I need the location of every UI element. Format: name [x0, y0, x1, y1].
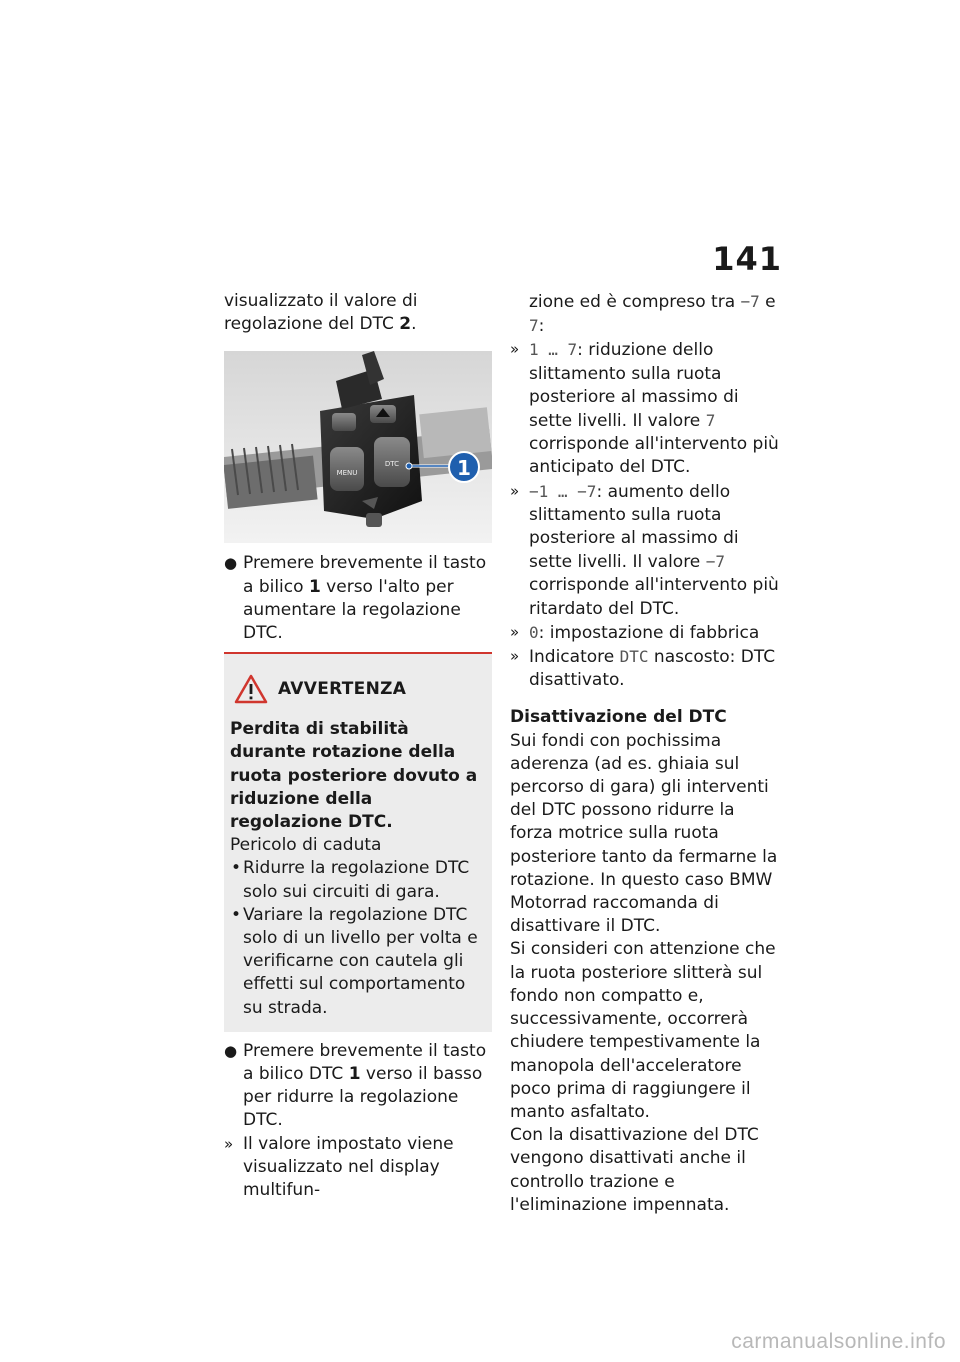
- result-range-positive: [510, 338, 782, 479]
- range-code: −7: [705, 552, 725, 572]
- intro-ref: 2: [399, 314, 412, 335]
- result-arrow-icon: »: [510, 340, 520, 359]
- watermark: carmanualsonline.info: [731, 1330, 946, 1353]
- page-number: 141: [712, 240, 782, 278]
- step-1: [224, 552, 492, 645]
- paragraph: Con la disattivazione del DTC vengono disattivati anche il controllo trazione e l'eliminazione impennata.: [510, 1125, 759, 1215]
- warning-heading: Perdita di stabilità durante rotazione della ruota posteriore dovuto a riduzione della regolazione DTC.: [230, 719, 478, 833]
- step-1-ref: 1: [308, 576, 321, 597]
- step-bullet-icon: ●: [224, 554, 238, 573]
- intro-end: .: [411, 314, 417, 335]
- result-indicator-hidden: [510, 645, 782, 692]
- result-arrow-icon: »: [510, 647, 520, 666]
- indicator-text-a: Indicatore: [529, 647, 620, 668]
- range-code: −1 … −7: [529, 481, 597, 501]
- indicator-text-b: nascosto: DTC disattivato.: [529, 647, 776, 691]
- range-code: 1 … 7: [529, 340, 578, 360]
- indicator-code: DTC: [619, 647, 649, 667]
- factory-code: 0: [529, 622, 539, 642]
- range-code: 7: [705, 411, 716, 431]
- right-column: [510, 290, 782, 1217]
- left-column: [224, 290, 492, 1202]
- result-range-negative: [510, 480, 782, 621]
- range-text: : riduzione dello slittamento sulla ruota posteriore al massimo di sette livelli. Il valore: [529, 340, 739, 432]
- handlebar-switch-figure: [224, 351, 492, 543]
- warning-box: [224, 654, 492, 1032]
- continuation-text: [510, 290, 782, 338]
- warning-header: [234, 674, 484, 704]
- warning-bullet: • Ridurre la regolazione DTC solo sui circuiti di gara.: [230, 857, 484, 903]
- paragraph: Sui fondi con pochissima aderenza (ad es. ghiaia sul percorso di gara) gli interventi del DTC possono ridurre la forza motrice sulla ruota posteriore tanto da fermarne la rotazione. In questo caso BMW Motorrad raccomanda di disattivare il DTC.: [510, 730, 778, 937]
- range-min: −7: [740, 292, 760, 311]
- step-1-text-a: Premere brevemente il tasto a bilico: [243, 553, 487, 597]
- range-max: 7: [529, 316, 539, 336]
- step-1-text-b: verso l'alto per aumentare la regolazione DTC.: [243, 576, 461, 644]
- step-2: [224, 1040, 492, 1133]
- continuation-c: :: [538, 316, 545, 337]
- intro-body: visualizzato il valore di regolazione del DTC: [224, 291, 418, 335]
- result-arrow-icon: »: [510, 481, 520, 500]
- result-1: [224, 1133, 492, 1203]
- warning-triangle-icon: [234, 674, 268, 704]
- result-factory-setting: [510, 621, 782, 645]
- menu-button-label: MENU: [336, 469, 358, 478]
- warning-risk: Pericolo di caduta: [230, 835, 382, 856]
- step-2-ref: 1: [348, 1064, 361, 1085]
- warning-bullet: • Variare la regolazione DTC solo di un livello per volta e verificarne con cautela gli effetti sul comportamento su strada.: [230, 904, 484, 1020]
- handlebar-switch-illustration: [224, 351, 492, 543]
- continuation-a: zione ed è compreso tra: [529, 292, 741, 312]
- result-arrow-icon: »: [510, 622, 520, 641]
- range-text: corrisponde all'intervento più ritardato del DTC.: [529, 575, 779, 619]
- paragraph: Si consideri con attenzione che la ruota posteriore slitterà sul fondo non compatto e, successivamente, occorrerà chiudere tempestivamente la manopola dell'acceleratore poco prima di raggiungere il manto asfaltato.: [510, 939, 776, 1122]
- result-arrow-icon: »: [224, 1134, 234, 1153]
- factory-text: : impostazione di fabbrica: [538, 622, 760, 643]
- range-text: : aumento dello slittamento sulla ruota posteriore al massimo di sette livelli. Il valore: [529, 481, 739, 573]
- section-title: Disattivazione del DTC: [510, 707, 727, 728]
- intro-text: [224, 290, 492, 336]
- step-2-text-b: verso il basso per ridurre la regolazione DTC.: [243, 1064, 483, 1131]
- continuation-b: e: [759, 292, 776, 312]
- dtc-button-label: DTC: [384, 460, 400, 469]
- step-bullet-icon: ●: [224, 1041, 238, 1060]
- warning-title: AVVERTENZA: [278, 679, 407, 700]
- range-text: corrisponde all'intervento più anticipato del DTC.: [529, 434, 779, 478]
- step-2-text-a: Premere brevemente il tasto a bilico DTC: [243, 1040, 487, 1085]
- callout-number: 1: [457, 456, 471, 481]
- result-1-text: Il valore impostato viene visualizzato nel display multifun-: [243, 1133, 454, 1201]
